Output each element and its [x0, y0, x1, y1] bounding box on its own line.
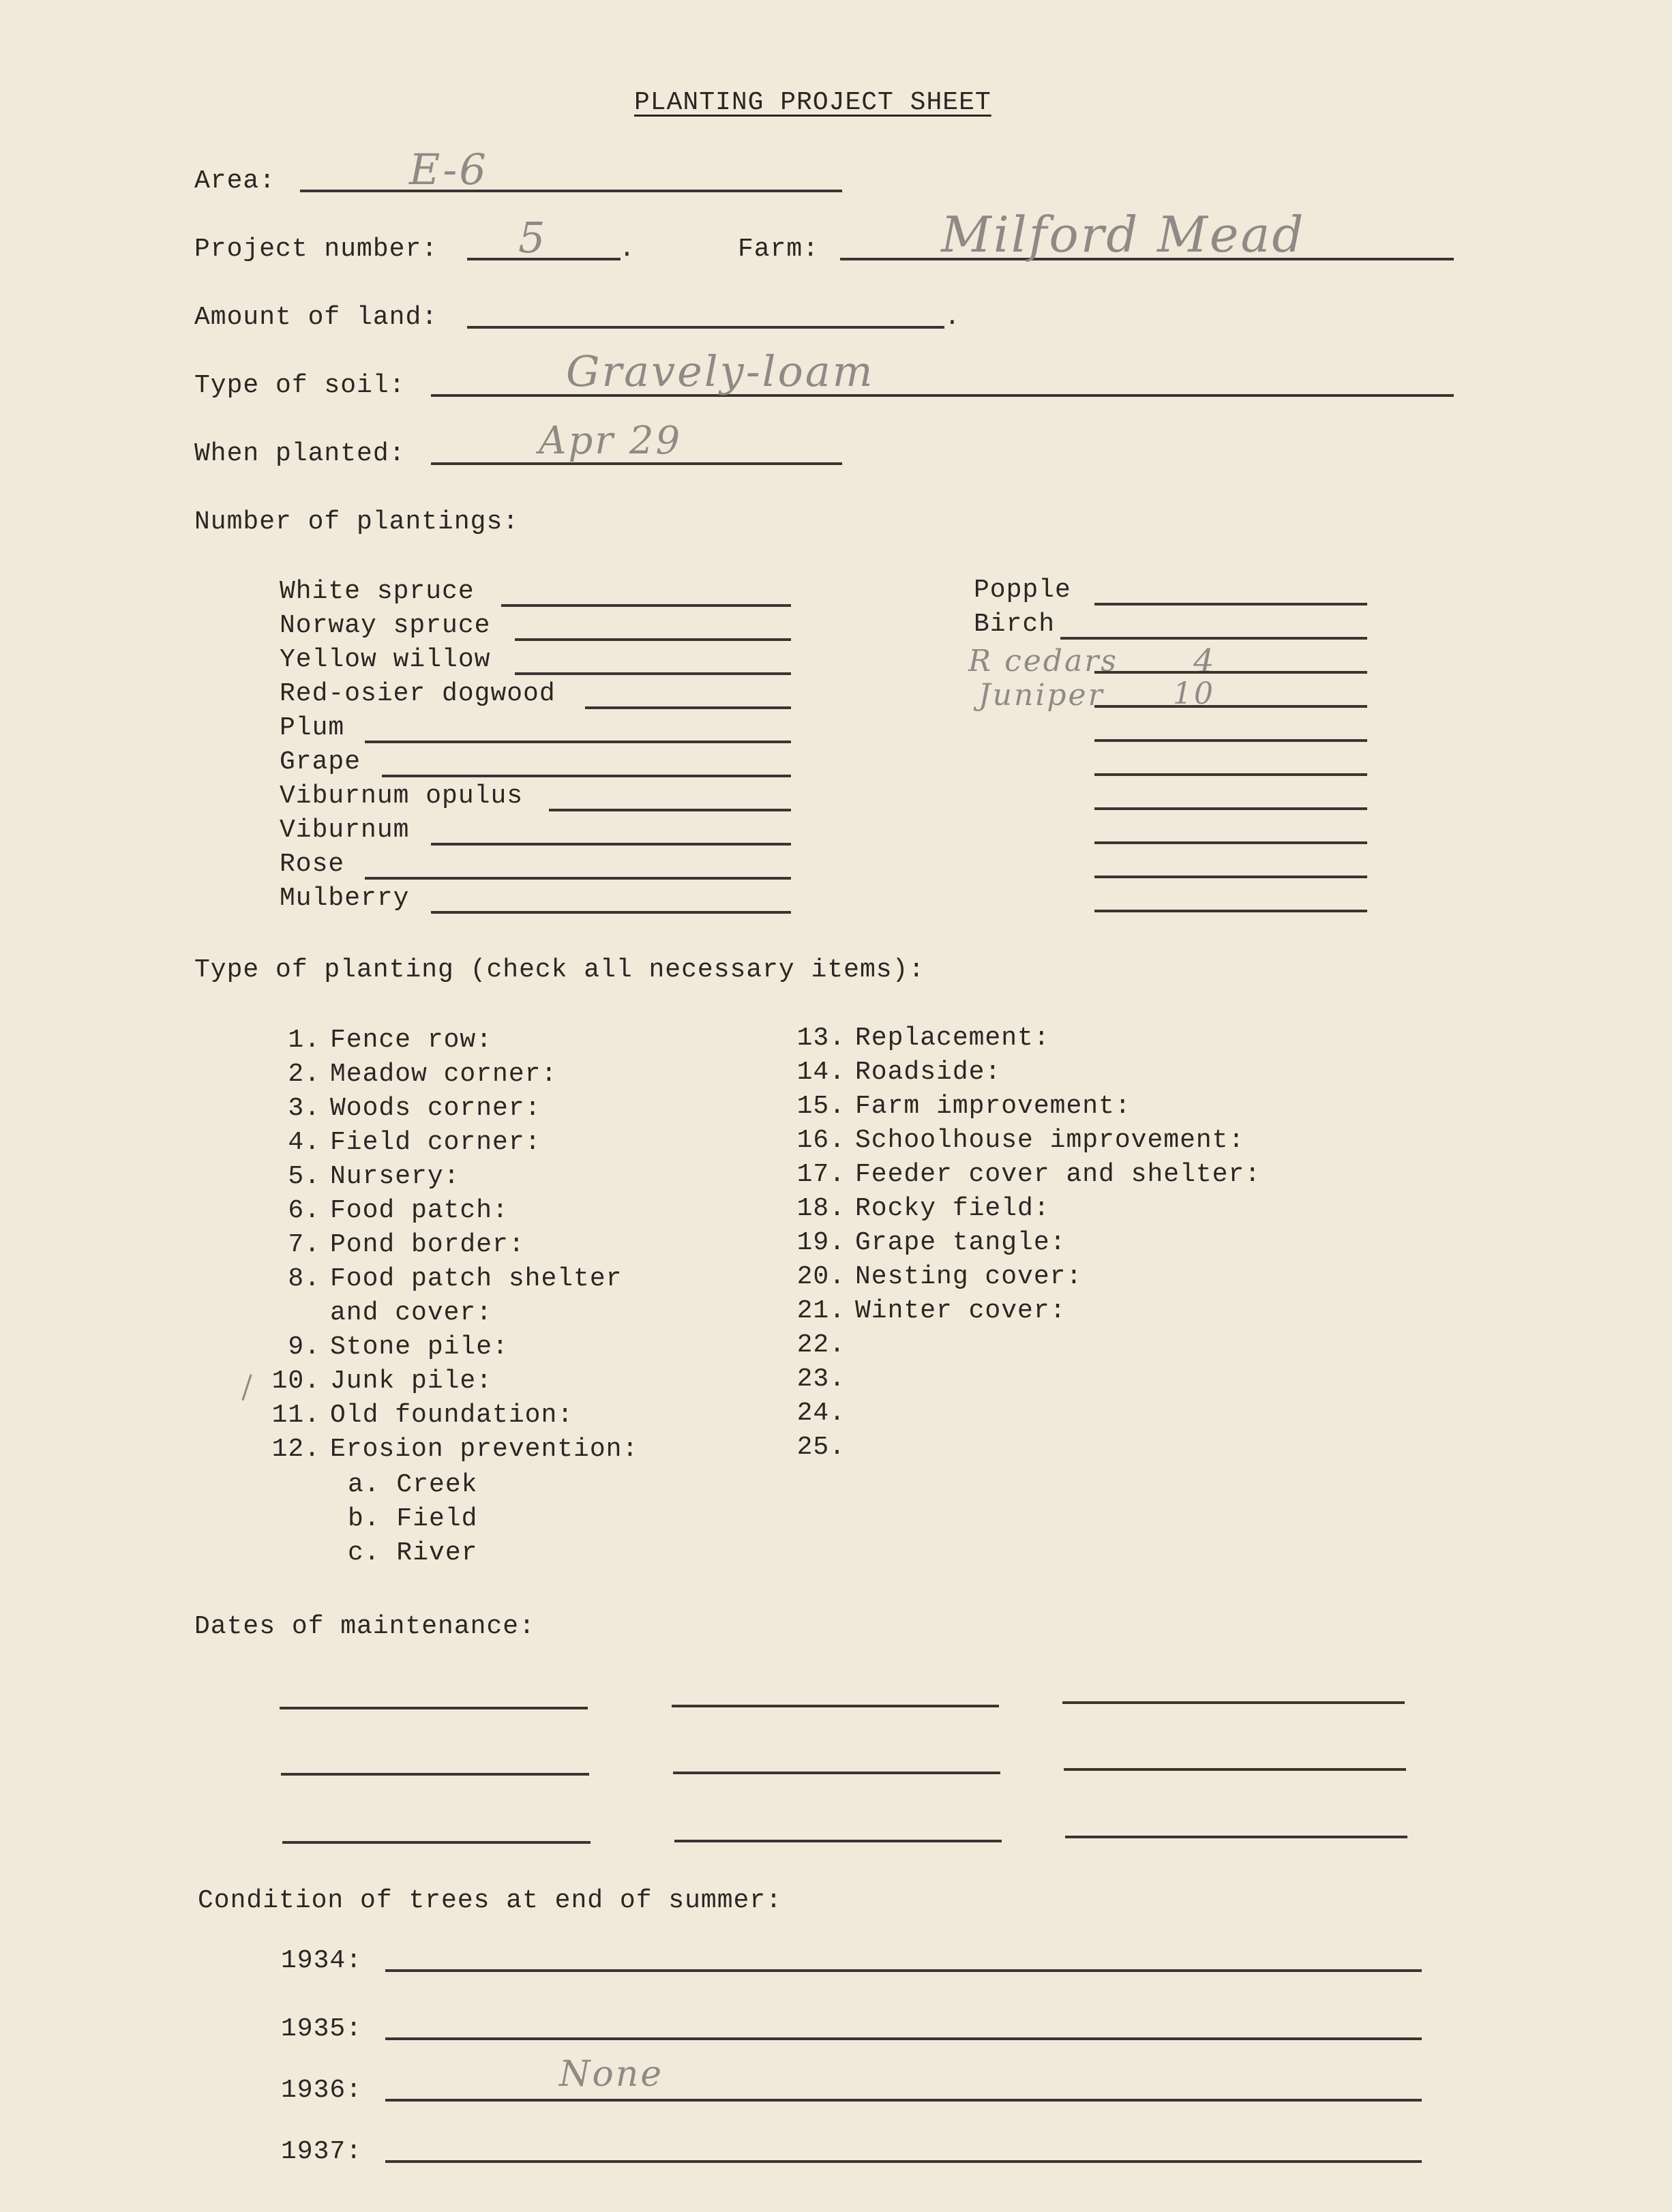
item-label: Nursery: — [330, 1162, 460, 1191]
item-number: 5. — [288, 1162, 320, 1191]
planting-line[interactable] — [1094, 671, 1367, 674]
planting-item: Viburnum — [280, 816, 410, 845]
planting-type-item[interactable] — [252, 1025, 492, 1056]
project-number-value: 5 — [518, 213, 548, 263]
maintenance-date-line[interactable] — [672, 1705, 999, 1707]
planting-line[interactable] — [501, 604, 791, 607]
item-label: Winter cover: — [855, 1296, 1066, 1326]
amount-of-land-label: Amount of land: — [194, 303, 438, 332]
item-label: Food patch: — [330, 1196, 509, 1225]
planting-type-item[interactable] — [777, 1398, 855, 1429]
period-mark: . — [619, 235, 636, 264]
sheet-title: PLANTING PROJECT SHEET — [634, 88, 991, 117]
item-label: Schoolhouse improvement: — [855, 1126, 1245, 1155]
item-number: 1. — [288, 1026, 320, 1055]
item-number: 2. — [288, 1060, 320, 1089]
planting-type-item[interactable] — [252, 1264, 622, 1295]
planting-line[interactable] — [431, 911, 791, 914]
item-label: Junk pile: — [330, 1366, 493, 1396]
planting-type-item[interactable] — [777, 1432, 855, 1463]
erosion-sub-item[interactable]: a. Creek — [348, 1470, 478, 1499]
maintenance-date-line[interactable] — [282, 1841, 591, 1844]
item-label: Fence row: — [330, 1026, 493, 1055]
planting-type-item[interactable] — [252, 1332, 509, 1363]
planting-item: Popple — [974, 576, 1071, 605]
planting-line[interactable] — [1094, 841, 1367, 844]
erosion-sub-item[interactable]: b. Field — [348, 1504, 478, 1534]
item-number: 19. — [796, 1228, 846, 1257]
item-number: 18. — [796, 1194, 846, 1223]
item-number: 22. — [796, 1330, 846, 1360]
condition-line[interactable] — [385, 1969, 1422, 1972]
item-number: 23. — [796, 1364, 846, 1394]
item-number: 13. — [796, 1023, 846, 1053]
planting-item: Yellow willow — [280, 645, 491, 674]
planting-line[interactable] — [431, 843, 791, 846]
planting-item: Grape — [280, 747, 361, 777]
planting-line[interactable] — [382, 775, 791, 777]
item-number: 6. — [288, 1196, 320, 1225]
when-planted-label: When planted: — [194, 439, 406, 468]
condition-year: 1934: — [281, 1946, 363, 1975]
planting-type-item[interactable] — [777, 1193, 1050, 1225]
planting-item: Birch — [974, 610, 1056, 639]
item-number: 16. — [796, 1126, 846, 1155]
planting-type-item[interactable] — [252, 1229, 525, 1261]
maintenance-date-line[interactable] — [281, 1773, 589, 1776]
planting-type-item[interactable] — [252, 1434, 638, 1465]
condition-year: 1937: — [281, 2137, 363, 2166]
item-label: and cover: — [330, 1298, 493, 1328]
item-label: Food patch shelter — [330, 1264, 623, 1294]
item-label: Grape tangle: — [855, 1228, 1066, 1257]
planting-item: Red-osier dogwood — [280, 679, 556, 708]
planting-line[interactable] — [585, 706, 791, 709]
planting-line[interactable] — [515, 638, 791, 641]
condition-heading: Condition of trees at end of summer: — [198, 1886, 782, 1915]
planting-line[interactable] — [1094, 603, 1367, 606]
item-label: Farm improvement: — [855, 1092, 1131, 1121]
project-number-label: Project number: — [194, 235, 438, 264]
planting-line[interactable] — [549, 809, 791, 811]
item-number: 17. — [796, 1160, 846, 1189]
planting-type-item[interactable] — [777, 1091, 1131, 1122]
item-label: Meadow corner: — [330, 1060, 558, 1089]
planting-type-item[interactable] — [252, 1400, 573, 1431]
item-number: 12. — [271, 1435, 320, 1464]
planting-type-item[interactable] — [777, 1330, 855, 1361]
planting-type-item[interactable] — [252, 1366, 492, 1397]
soil-type-value: Gravely-loam — [566, 346, 875, 396]
planting-type-item[interactable] — [777, 1227, 1066, 1259]
item-label: Rocky field: — [855, 1194, 1050, 1223]
planting-line[interactable] — [1094, 739, 1367, 742]
item-label: Field corner: — [330, 1128, 541, 1157]
planting-type-item[interactable] — [252, 1127, 541, 1159]
item-label: Old foundation: — [330, 1401, 574, 1430]
planting-item: Norway spruce — [280, 611, 491, 640]
handwritten-planting-name: Juniper — [979, 678, 1105, 713]
area-line[interactable] — [300, 190, 842, 192]
item-number: 9. — [288, 1332, 320, 1362]
maintenance-date-line[interactable] — [1065, 1836, 1407, 1838]
planting-type-item[interactable] — [777, 1125, 1244, 1156]
item-number: 25. — [796, 1433, 846, 1462]
planting-line[interactable] — [1094, 807, 1367, 810]
maintenance-date-line[interactable] — [1062, 1701, 1405, 1704]
area-value: E-6 — [409, 145, 488, 194]
planting-type-item[interactable] — [777, 1023, 1050, 1054]
item-label: Woods corner: — [330, 1094, 541, 1123]
planting-type-item[interactable] — [777, 1057, 1001, 1088]
planting-type-item[interactable] — [252, 1161, 460, 1193]
planting-types-heading: Type of planting (check all necessary items): — [194, 955, 925, 985]
erosion-sub-item[interactable]: c. River — [348, 1538, 478, 1568]
condition-year: 1935: — [281, 2014, 363, 2044]
area-label: Area: — [194, 166, 276, 196]
maintenance-date-line[interactable] — [674, 1840, 1002, 1842]
item-number: 20. — [796, 1262, 846, 1291]
soil-type-label: Type of soil: — [194, 371, 406, 400]
handwritten-planting-count: 4 — [1193, 642, 1216, 681]
planting-line[interactable] — [1094, 910, 1367, 912]
maintenance-date-line[interactable] — [1064, 1768, 1406, 1771]
item-number: 24. — [796, 1399, 846, 1428]
maintenance-date-line[interactable] — [673, 1772, 1000, 1774]
item-label: Pond border: — [330, 1230, 525, 1259]
item-number: 4. — [288, 1128, 320, 1157]
item-label: Nesting cover: — [855, 1262, 1083, 1291]
item-number: 8. — [288, 1264, 320, 1294]
condition-line[interactable] — [385, 2160, 1422, 2163]
item-label: Replacement: — [855, 1023, 1050, 1053]
farm-label: Farm: — [738, 235, 820, 264]
planting-item: Mulberry — [280, 884, 410, 913]
planting-item: White spruce — [280, 577, 475, 606]
item-number: 15. — [796, 1092, 846, 1121]
when-planted-value: Apr 29 — [539, 419, 683, 463]
planting-line[interactable] — [365, 741, 791, 743]
item-label: Stone pile: — [330, 1332, 509, 1362]
item-label: Feeder cover and shelter: — [855, 1160, 1262, 1189]
item-number: 7. — [288, 1230, 320, 1259]
item-number: 3. — [288, 1094, 320, 1123]
item-number: 21. — [796, 1296, 846, 1326]
plantings-heading: Number of plantings: — [194, 507, 520, 537]
amount-of-land-line[interactable] — [467, 326, 944, 329]
condition-year: 1936: — [281, 2076, 363, 2105]
planting-line[interactable] — [1094, 705, 1367, 708]
planting-line[interactable] — [1094, 876, 1367, 878]
handwritten-planting-name: R cedars — [968, 644, 1118, 678]
planting-type-item[interactable] — [252, 1195, 509, 1227]
maintenance-date-line[interactable] — [280, 1707, 588, 1709]
planting-item: Plum — [280, 713, 345, 743]
condition-line[interactable] — [385, 2099, 1422, 2102]
planting-line[interactable] — [1060, 637, 1367, 640]
planting-type-item[interactable] — [777, 1159, 1261, 1191]
item-number: 14. — [796, 1058, 846, 1087]
condition-line[interactable] — [385, 2037, 1422, 2040]
planting-line[interactable] — [365, 877, 791, 880]
item-number: 10. — [271, 1366, 320, 1396]
maintenance-heading: Dates of maintenance: — [194, 1612, 535, 1641]
item-label: Erosion prevention: — [330, 1435, 639, 1464]
planting-type-item[interactable] — [777, 1296, 1066, 1327]
condition-note: None — [559, 2054, 664, 2095]
planting-type-item[interactable] — [252, 1093, 541, 1124]
planting-item: Viburnum opulus — [280, 781, 524, 811]
planting-type-item[interactable] — [252, 1059, 557, 1090]
farm-value: Milford Mead — [941, 206, 1306, 263]
planting-item: Rose — [280, 850, 345, 879]
item-label: Roadside: — [855, 1058, 1002, 1087]
handwritten-planting-count: 10 — [1173, 676, 1215, 711]
planting-line[interactable] — [515, 672, 791, 675]
planting-type-item — [252, 1298, 492, 1329]
planting-type-item[interactable] — [777, 1364, 855, 1395]
period-mark: . — [944, 303, 961, 332]
planting-type-item[interactable] — [777, 1261, 1082, 1293]
item-number: 11. — [271, 1401, 320, 1430]
planting-line[interactable] — [1094, 773, 1367, 776]
